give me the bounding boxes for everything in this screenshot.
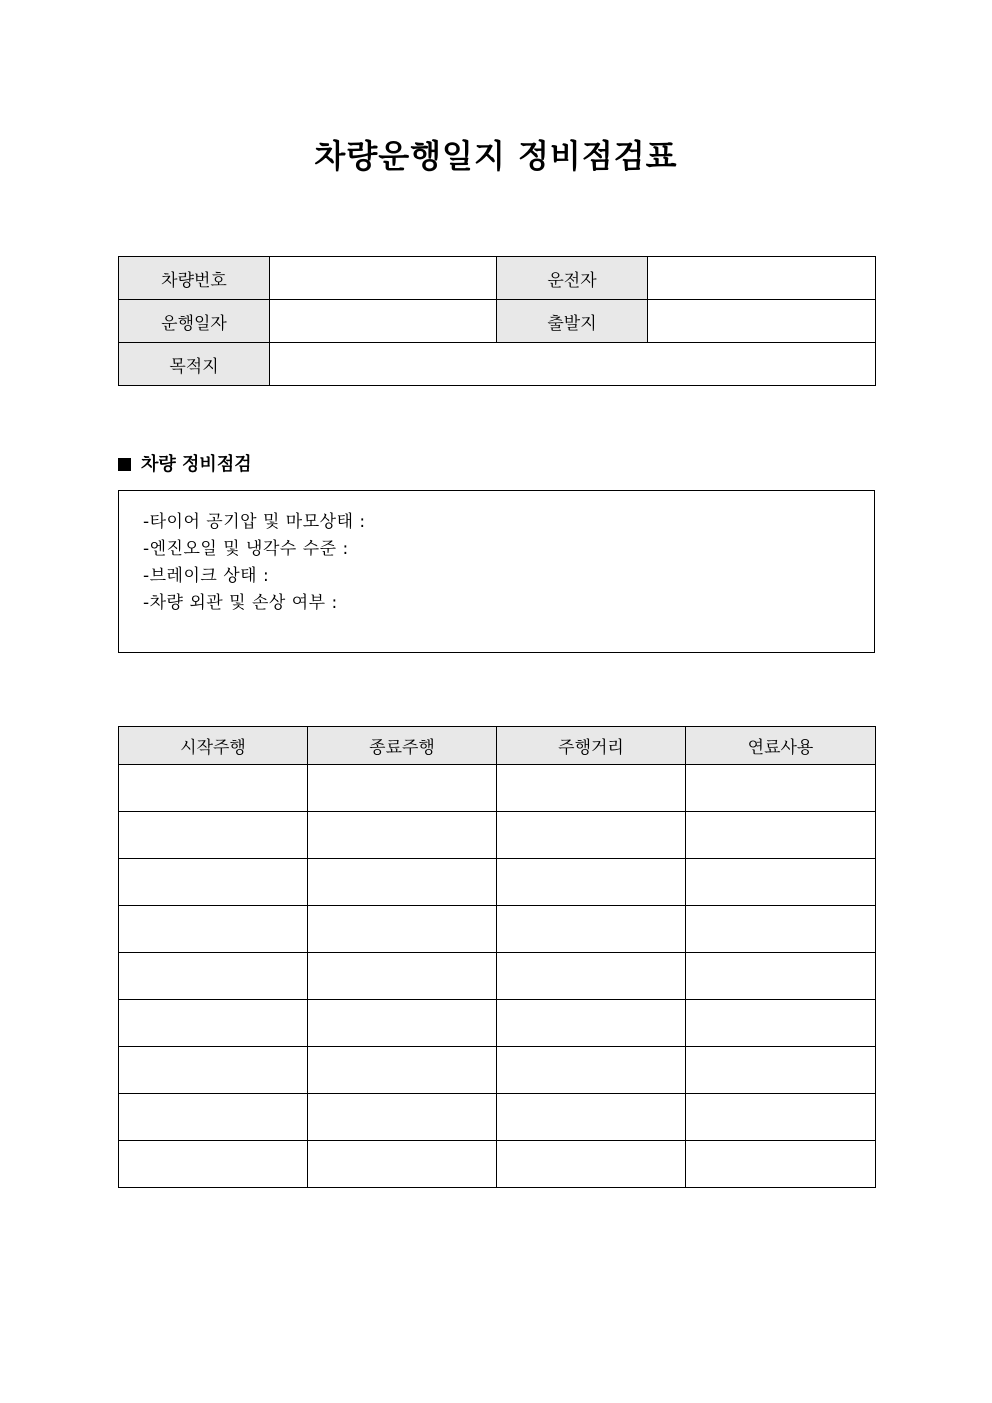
driver-label: 운전자 [497,257,648,300]
table-row [119,859,876,906]
maintenance-checklist [143,509,366,617]
table-row [119,812,876,859]
page-title: 차량운행일지 정비점검표 [314,137,678,175]
info-row-vehicle-driver [119,257,876,300]
log-header-row [119,727,876,765]
table-row [119,906,876,953]
fuel-usage-cell[interactable] [686,812,876,859]
drive-date-label: 운행일자 [119,300,270,343]
drive-date-field[interactable] [270,300,497,343]
start-mileage-cell[interactable] [119,765,308,812]
distance-cell[interactable] [497,859,686,906]
start-mileage-cell[interactable] [119,812,308,859]
end-mileage-cell[interactable] [308,1094,497,1141]
start-mileage-cell[interactable] [119,1141,308,1188]
end-mileage-cell[interactable] [308,765,497,812]
distance-cell[interactable] [497,906,686,953]
start-mileage-cell[interactable] [119,1047,308,1094]
fuel-usage-cell[interactable] [686,953,876,1000]
distance-cell[interactable] [497,765,686,812]
end-mileage-cell[interactable] [308,1047,497,1094]
maintenance-heading-text: 차량 정비점검 [141,454,252,475]
driver-field[interactable] [648,257,876,300]
vehicle-info-table [118,256,876,386]
table-row [119,1094,876,1141]
vehicle-number-label: 차량번호 [119,257,270,300]
table-row [119,1141,876,1188]
checklist-item-brake: -브레이크 상태 : [143,566,270,586]
end-mileage-cell[interactable] [308,812,497,859]
mileage-log-table [118,726,876,1188]
distance-cell[interactable] [497,1000,686,1047]
checklist-item-exterior: -차량 외관 및 손상 여부 : [143,593,338,613]
distance-cell[interactable] [497,812,686,859]
table-row [119,765,876,812]
fuel-usage-cell[interactable] [686,1094,876,1141]
start-mileage-header: 시작주행 [119,727,308,765]
fuel-usage-cell[interactable] [686,1141,876,1188]
distance-header: 주행거리 [497,727,686,765]
distance-cell[interactable] [497,1047,686,1094]
fuel-usage-header: 연료사용 [686,727,876,765]
fuel-usage-cell[interactable] [686,1000,876,1047]
square-bullet-icon [118,458,131,471]
distance-cell[interactable] [497,1094,686,1141]
checklist-item-tire: -타이어 공기압 및 마모상태 : [143,512,366,532]
info-row-destination [119,343,876,386]
table-row [119,953,876,1000]
fuel-usage-cell[interactable] [686,1047,876,1094]
departure-label: 출발지 [497,300,648,343]
start-mileage-cell[interactable] [119,1094,308,1141]
start-mileage-cell[interactable] [119,859,308,906]
destination-field[interactable] [270,343,876,386]
end-mileage-cell[interactable] [308,1141,497,1188]
end-mileage-header: 종료주행 [308,727,497,765]
table-row [119,1000,876,1047]
end-mileage-cell[interactable] [308,859,497,906]
end-mileage-cell[interactable] [308,906,497,953]
start-mileage-cell[interactable] [119,953,308,1000]
log-table-body [119,765,876,1188]
table-row [119,1047,876,1094]
maintenance-checklist-box [118,490,875,653]
fuel-usage-cell[interactable] [686,906,876,953]
checklist-item-engine-oil: -엔진오일 및 냉각수 수준 : [143,539,349,559]
start-mileage-cell[interactable] [119,1000,308,1047]
departure-field[interactable] [648,300,876,343]
fuel-usage-cell[interactable] [686,859,876,906]
end-mileage-cell[interactable] [308,1000,497,1047]
maintenance-section-heading [118,452,252,478]
destination-label: 목적지 [119,343,270,386]
fuel-usage-cell[interactable] [686,765,876,812]
distance-cell[interactable] [497,1141,686,1188]
end-mileage-cell[interactable] [308,953,497,1000]
vehicle-number-field[interactable] [270,257,497,300]
info-row-date-departure [119,300,876,343]
distance-cell[interactable] [497,953,686,1000]
start-mileage-cell[interactable] [119,906,308,953]
